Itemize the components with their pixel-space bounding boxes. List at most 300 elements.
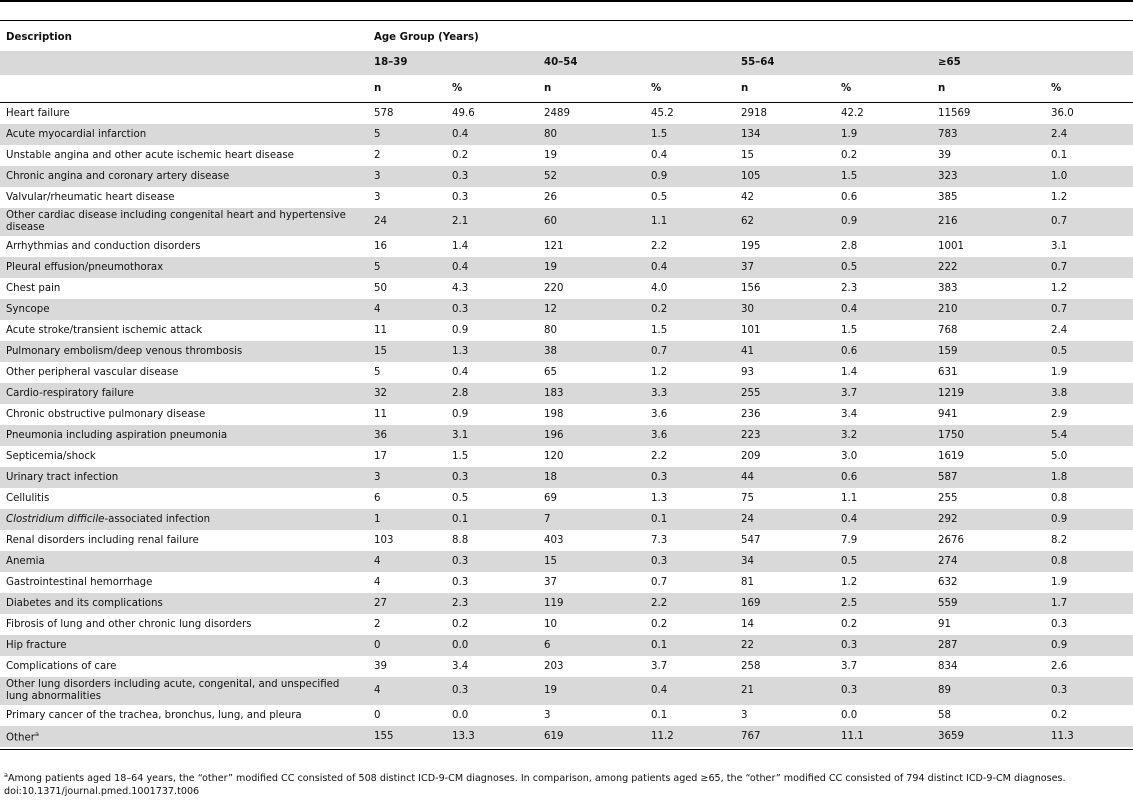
percent-cell: 3.8	[1045, 383, 1133, 404]
count-cell: 1750	[932, 425, 1045, 446]
footnote-marker: a	[4, 771, 8, 779]
percent-cell: 0.7	[651, 576, 668, 588]
count-cell: 941	[938, 408, 958, 420]
table-row	[0, 278, 1133, 299]
count-cell: 60	[538, 208, 645, 236]
row-label	[0, 614, 368, 635]
row-label	[0, 530, 368, 551]
percent-cell: 1.3	[446, 341, 538, 362]
count-cell: 15	[741, 149, 754, 161]
percent-cell: 0.3	[446, 467, 538, 488]
row-label-text: Anemia	[6, 555, 45, 567]
row-label-text: Cardio-respiratory failure	[6, 387, 134, 399]
count-cell: 11	[374, 324, 387, 336]
percent-cell: 2.6	[1051, 660, 1068, 672]
n-header: n	[735, 75, 835, 103]
table-row	[0, 572, 1133, 593]
row-label-italic: Clostridium difficile	[6, 513, 105, 525]
percent-cell: 0.3	[446, 166, 538, 187]
row-label-text: Complications of care	[6, 660, 117, 672]
percent-cell: 1.9	[1051, 366, 1068, 378]
row-label-text: Septicemia/shock	[6, 450, 96, 462]
percent-cell: 0.2	[452, 618, 469, 630]
table-row	[0, 208, 1133, 236]
count-cell: 834	[938, 660, 958, 672]
pct-header: %	[645, 75, 735, 103]
percent-cell: 1.5	[452, 450, 469, 462]
count-cell: 103	[374, 534, 394, 546]
table-row	[0, 705, 1133, 726]
percent-cell: 0.6	[835, 467, 932, 488]
row-label	[0, 509, 368, 530]
percent-cell: 0.9	[835, 208, 932, 236]
percent-cell: 1.3	[651, 492, 668, 504]
row-label	[0, 635, 368, 656]
count-cell: 783	[932, 124, 1045, 145]
percent-cell: 7.3	[651, 534, 668, 546]
percent-cell: 4.0	[651, 282, 668, 294]
count-cell: 27	[368, 593, 446, 614]
row-label	[0, 362, 368, 383]
percent-cell: 2.2	[645, 593, 735, 614]
count-cell: 41	[735, 341, 835, 362]
count-cell: 44	[735, 467, 835, 488]
percent-cell: 2.2	[651, 450, 668, 462]
row-label	[0, 341, 368, 362]
footnote-body: Among patients aged 18–64 years, the “other” modified CC consisted of 508 distinct ICD-9-CM diagnoses. In comparison, among patients aged ≥65, the “other” modified CC consisted of 794 distinct ICD-9-CM diagnoses.	[7, 773, 1066, 785]
count-cell: 101	[741, 324, 761, 336]
percent-cell: 0.2	[645, 299, 735, 320]
bottom-rule	[0, 749, 1133, 750]
count-cell: 42	[741, 191, 754, 203]
count-cell: 10	[544, 618, 557, 630]
row-label-text: Hip fracture	[6, 639, 67, 651]
count-cell: 26	[544, 191, 557, 203]
percent-cell: 2.3	[841, 282, 858, 294]
percent-cell: 0.9	[452, 408, 469, 420]
percent-cell: 0.3	[835, 635, 932, 656]
count-cell: 4	[368, 677, 446, 705]
percent-cell: 1.8	[1045, 467, 1133, 488]
description-header: Description	[6, 31, 72, 43]
row-label-text: Pulmonary embolism/deep venous thrombosis	[6, 345, 243, 357]
percent-cell: 0.5	[835, 257, 932, 278]
count-cell: 14	[741, 618, 754, 630]
count-cell: 19	[538, 677, 645, 705]
row-label	[0, 656, 368, 677]
count-cell: 3	[368, 467, 446, 488]
group-header-55-64: 55–64	[735, 51, 932, 75]
percent-cell: 2.5	[835, 593, 932, 614]
percent-cell: 0.2	[452, 149, 469, 161]
percent-cell: 2.8	[841, 240, 858, 252]
table-row	[0, 467, 1133, 488]
row-label	[0, 572, 368, 593]
data-table	[0, 24, 1133, 747]
count-cell: 198	[544, 408, 564, 420]
count-cell: 17	[374, 450, 387, 462]
count-cell: 169	[735, 593, 835, 614]
count-cell: 274	[932, 551, 1045, 572]
count-cell: 69	[544, 492, 557, 504]
percent-cell: 0.3	[645, 551, 735, 572]
count-cell: 559	[932, 593, 1045, 614]
count-cell: 3659	[932, 726, 1045, 747]
row-label-text: Unstable angina and other acute ischemic heart disease	[6, 149, 294, 161]
count-cell: 1619	[938, 450, 964, 462]
row-label-text: Other	[6, 732, 35, 744]
percent-cell: 0.4	[446, 257, 538, 278]
table-body	[0, 103, 1133, 748]
table-row	[0, 593, 1133, 614]
count-cell: 21	[735, 677, 835, 705]
percent-cell: 0.9	[645, 166, 735, 187]
table-row	[0, 656, 1133, 677]
percent-cell: 0.3	[452, 191, 469, 203]
percent-cell: 2.2	[651, 240, 668, 252]
row-label	[0, 677, 368, 705]
table-row	[0, 103, 1133, 125]
row-label-text: Valvular/rheumatic heart disease	[6, 191, 175, 203]
group-header-40-54: 40–54	[538, 51, 735, 75]
percent-cell: 2.8	[446, 383, 538, 404]
percent-cell: 0.5	[1045, 341, 1133, 362]
percent-cell: 0.5	[835, 551, 932, 572]
row-label-sup: a	[34, 730, 39, 739]
row-label-text: Acute myocardial infarction	[6, 128, 147, 140]
row-label	[0, 383, 368, 404]
pct-header: %	[835, 75, 932, 103]
percent-cell: 2.4	[1051, 324, 1068, 336]
row-label	[0, 124, 368, 145]
percent-cell: 2.1	[446, 208, 538, 236]
count-cell: 11569	[938, 107, 971, 119]
count-cell: 3	[368, 166, 446, 187]
percent-cell: 1.2	[1051, 282, 1068, 294]
pct-header: %	[446, 75, 538, 103]
percent-cell: 0.2	[841, 149, 858, 161]
row-label	[0, 488, 368, 509]
group-header-18-39: 18–39	[368, 51, 538, 75]
count-cell: 80	[544, 324, 557, 336]
blank-header-cell	[0, 51, 368, 75]
count-cell: 12	[538, 299, 645, 320]
row-label	[0, 166, 368, 187]
table-row	[0, 488, 1133, 509]
row-label	[0, 446, 368, 467]
percent-cell: 3.1	[1051, 240, 1068, 252]
row-label	[0, 145, 368, 166]
percent-cell: 0.3	[446, 551, 538, 572]
table-row	[0, 425, 1133, 446]
count-cell: 75	[741, 492, 754, 504]
count-cell: 292	[932, 509, 1045, 530]
row-label	[0, 187, 368, 208]
count-cell: 578	[374, 107, 394, 119]
table-row	[0, 677, 1133, 705]
row-label-text: Pleural effusion/pneumothorax	[6, 261, 164, 273]
percent-cell: 1.4	[841, 366, 858, 378]
count-cell: 1219	[932, 383, 1045, 404]
count-cell: 5	[368, 124, 446, 145]
percent-cell: 1.0	[1045, 166, 1133, 187]
percent-cell: 1.5	[651, 324, 668, 336]
percent-cell: 5.0	[1051, 450, 1068, 462]
percent-cell: 0.8	[1045, 551, 1133, 572]
percent-cell: 0.5	[452, 492, 469, 504]
count-cell: 587	[932, 467, 1045, 488]
table-row	[0, 551, 1133, 572]
count-cell: 1	[368, 509, 446, 530]
count-cell: 4	[368, 299, 446, 320]
count-cell: 155	[368, 726, 446, 747]
count-cell: 2	[374, 149, 381, 161]
percent-cell: 0.7	[1045, 257, 1133, 278]
percent-cell: 1.5	[841, 324, 858, 336]
footnote-text	[4, 769, 1129, 785]
count-cell: 156	[741, 282, 761, 294]
percent-cell: 8.8	[452, 534, 469, 546]
count-cell: 5	[374, 366, 381, 378]
count-cell: 547	[741, 534, 761, 546]
row-label	[0, 404, 368, 425]
count-cell: 93	[741, 366, 754, 378]
percent-cell: 0.3	[452, 576, 469, 588]
percent-cell: 1.1	[841, 492, 858, 504]
count-cell: 3	[374, 191, 381, 203]
percent-cell: 13.3	[446, 726, 538, 747]
count-cell: 209	[741, 450, 761, 462]
count-cell: 2	[374, 618, 381, 630]
row-label-text: Diabetes and its complications	[6, 597, 163, 609]
row-label	[0, 551, 368, 572]
row-label-text: Other lung disorders including acute, congenital, and unspecified lung abnormalities	[6, 679, 340, 702]
row-label-rest: -associated infection	[104, 513, 211, 525]
row-label-text: Pneumonia including aspiration pneumonia	[6, 429, 228, 441]
percent-cell: 0.3	[1051, 618, 1068, 630]
count-cell: 236	[741, 408, 761, 420]
percent-cell: 3.2	[835, 425, 932, 446]
count-cell: 619	[538, 726, 645, 747]
table-row	[0, 341, 1133, 362]
count-cell: 4	[368, 551, 446, 572]
table-row	[0, 509, 1133, 530]
row-label-text: Arrhythmias and conduction disorders	[6, 240, 201, 252]
count-cell: 52	[538, 166, 645, 187]
count-cell: 383	[938, 282, 958, 294]
count-cell: 195	[741, 240, 761, 252]
percent-cell: 3.4	[841, 408, 858, 420]
table-row	[0, 635, 1133, 656]
count-cell: 58	[938, 709, 951, 721]
percent-cell: 1.9	[1051, 576, 1068, 588]
percent-cell: 0.2	[1051, 709, 1068, 721]
table-footnote	[4, 769, 1129, 798]
percent-cell: 0.3	[1045, 677, 1133, 705]
row-label-text: Syncope	[6, 303, 50, 315]
row-label	[0, 593, 368, 614]
percent-cell: 0.4	[645, 257, 735, 278]
row-label-text: Fibrosis of lung and other chronic lung disorders	[6, 618, 252, 630]
count-cell: 38	[538, 341, 645, 362]
percent-cell: 0.1	[1051, 149, 1068, 161]
row-label	[0, 299, 368, 320]
doi-text: doi:10.1371/journal.pmed.1001737.t006	[4, 786, 200, 798]
percent-cell: 0.3	[446, 299, 538, 320]
count-cell: 119	[538, 593, 645, 614]
count-cell: 4	[374, 576, 381, 588]
count-cell: 220	[544, 282, 564, 294]
row-label	[0, 236, 368, 257]
row-label-text: Gastrointestinal hemorrhage	[6, 576, 153, 588]
count-cell: 39	[374, 660, 387, 672]
percent-cell: 0.2	[651, 618, 668, 630]
count-cell: 385	[938, 191, 958, 203]
blank-header-cell	[0, 75, 368, 103]
age-group-header: Age Group (Years)	[374, 31, 479, 43]
percent-cell: 5.4	[1045, 425, 1133, 446]
count-cell: 22	[735, 635, 835, 656]
count-cell: 6	[374, 492, 381, 504]
percent-cell: 0.5	[651, 191, 668, 203]
count-cell: 65	[544, 366, 557, 378]
count-cell: 223	[735, 425, 835, 446]
count-cell: 255	[938, 492, 958, 504]
row-label-text: Chronic obstructive pulmonary disease	[6, 408, 206, 420]
table-row	[0, 187, 1133, 208]
count-cell: 183	[538, 383, 645, 404]
row-label	[0, 726, 368, 747]
count-cell: 0	[368, 635, 446, 656]
count-cell: 2676	[938, 534, 964, 546]
percent-cell: 8.2	[1051, 534, 1068, 546]
count-cell: 222	[932, 257, 1045, 278]
percent-cell: 0.3	[835, 677, 932, 705]
row-label-text: Chest pain	[6, 282, 61, 294]
percent-cell: 1.2	[651, 366, 668, 378]
count-cell: 91	[938, 618, 951, 630]
percent-cell: 1.9	[835, 124, 932, 145]
percent-cell: 0.7	[1045, 299, 1133, 320]
n-header: n	[932, 75, 1045, 103]
count-cell: 80	[538, 124, 645, 145]
percent-cell: 0.7	[645, 341, 735, 362]
percent-cell: 3.4	[452, 660, 469, 672]
percent-cell: 1.1	[645, 208, 735, 236]
row-label-text: Heart failure	[6, 107, 70, 119]
count-cell: 258	[741, 660, 761, 672]
percent-cell: 0.2	[841, 618, 858, 630]
percent-cell: 3.7	[841, 660, 858, 672]
percent-cell: 0.3	[446, 677, 538, 705]
row-label	[0, 208, 368, 236]
percent-cell: 3.1	[446, 425, 538, 446]
n-header: n	[368, 75, 446, 103]
percent-cell: 36.0	[1051, 107, 1074, 119]
row-label-text: Urinary tract infection	[6, 471, 119, 483]
percent-cell: 2.9	[1051, 408, 1068, 420]
count-cell: 19	[538, 257, 645, 278]
count-cell: 7	[538, 509, 645, 530]
percent-cell: 0.4	[835, 509, 932, 530]
percent-cell: 0.4	[651, 149, 668, 161]
count-cell: 159	[932, 341, 1045, 362]
percent-cell: 0.4	[446, 124, 538, 145]
percent-cell: 0.0	[841, 709, 858, 721]
count-cell: 39	[938, 149, 951, 161]
row-label	[0, 103, 368, 125]
percent-cell: 11.2	[645, 726, 735, 747]
percent-cell: 1.5	[835, 166, 932, 187]
table-row	[0, 614, 1133, 635]
percent-cell: 0.0	[446, 635, 538, 656]
percent-cell: 1.5	[645, 124, 735, 145]
table-row	[0, 404, 1133, 425]
table-row	[0, 299, 1133, 320]
percent-cell: 0.9	[1045, 509, 1133, 530]
percent-cell: 0.9	[1045, 635, 1133, 656]
count-cell: 15	[368, 341, 446, 362]
count-cell: 768	[938, 324, 958, 336]
row-label	[0, 320, 368, 341]
percent-cell: 45.2	[651, 107, 674, 119]
row-label-text: Primary cancer of the trachea, bronchus, lung, and pleura	[6, 709, 302, 721]
count-cell: 32	[368, 383, 446, 404]
count-cell: 1001	[938, 240, 964, 252]
table-row	[0, 446, 1133, 467]
percent-cell: 0.4	[835, 299, 932, 320]
table-row	[0, 257, 1133, 278]
percent-cell: 3.0	[841, 450, 858, 462]
count-cell: 196	[538, 425, 645, 446]
count-cell: 216	[932, 208, 1045, 236]
row-label-text: Other peripheral vascular disease	[6, 366, 179, 378]
table-row	[0, 124, 1133, 145]
percent-cell: 0.1	[645, 509, 735, 530]
percent-cell: 0.1	[651, 709, 668, 721]
count-cell: 767	[735, 726, 835, 747]
count-cell: 323	[932, 166, 1045, 187]
row-label	[0, 257, 368, 278]
count-cell: 6	[538, 635, 645, 656]
count-cell: 36	[368, 425, 446, 446]
pct-header: %	[1045, 75, 1133, 103]
count-cell: 89	[932, 677, 1045, 705]
n-header: n	[538, 75, 645, 103]
count-cell: 62	[735, 208, 835, 236]
percent-cell: 1.2	[1051, 191, 1068, 203]
header-rule	[0, 20, 1133, 21]
percent-cell: 0.1	[645, 635, 735, 656]
percent-cell: 0.4	[452, 366, 469, 378]
count-cell: 120	[544, 450, 564, 462]
table-row	[0, 236, 1133, 257]
percent-cell: 0.8	[1051, 492, 1068, 504]
count-cell: 2918	[741, 107, 767, 119]
percent-cell: 49.6	[452, 107, 475, 119]
percent-cell: 11.3	[1045, 726, 1133, 747]
count-cell: 3	[741, 709, 748, 721]
count-cell: 18	[538, 467, 645, 488]
row-label	[0, 425, 368, 446]
count-cell: 631	[938, 366, 958, 378]
percent-cell: 3.7	[651, 660, 668, 672]
count-cell: 255	[735, 383, 835, 404]
percent-cell: 2.3	[446, 593, 538, 614]
percent-cell: 1.4	[452, 240, 469, 252]
table-row	[0, 166, 1133, 187]
percent-cell: 0.3	[645, 467, 735, 488]
